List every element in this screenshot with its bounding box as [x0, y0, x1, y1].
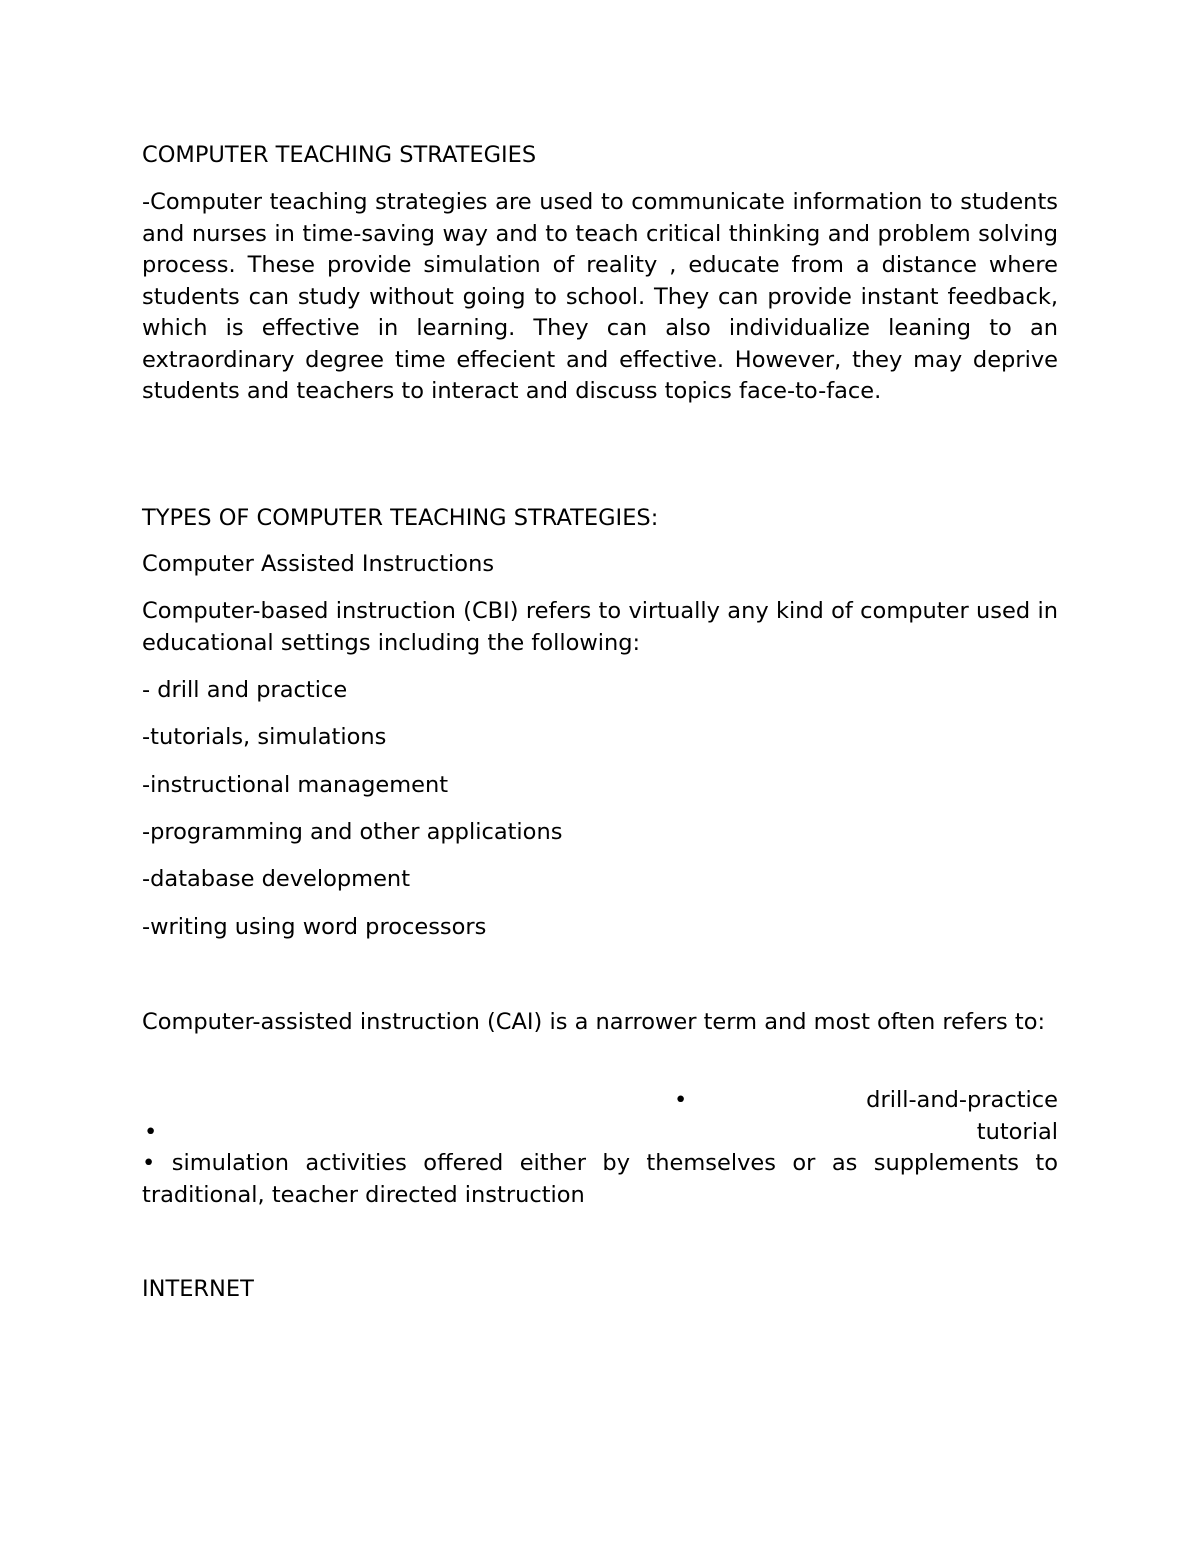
list-item: -database development: [142, 866, 411, 892]
intro-paragraph: -Computer teaching strategies are used to communicate information to students and nurses in time-saving way and to teach critical thinking and problem solving process. These provide simulation of reality , educate from a distance where students can study without going to school. They can provide instant feedback, which is effective in learning. They can also individualize leaning to an extraordinary degree time effecient and effective. However, they may deprive students and teachers to interact and discuss topics face-to-face.: [142, 189, 1058, 404]
bullet-icon: •: [142, 1150, 156, 1176]
bullet-icon: •: [674, 1087, 688, 1113]
list-item: -tutorials, simulations: [142, 724, 387, 750]
cbi-paragraph: Computer-based instruction (CBI) refers to virtually any kind of computer used in educational settings including the following:: [142, 598, 1058, 656]
bullet-text: drill-and-practice: [866, 1087, 1058, 1113]
types-heading: TYPES OF COMPUTER TEACHING STRATEGIES:: [142, 505, 659, 531]
internet-heading: INTERNET: [142, 1276, 254, 1302]
bullet-text: simulation activities offered either by themselves or as supplements to traditional, teacher directed instruction: [142, 1150, 1058, 1208]
page-title: COMPUTER TEACHING STRATEGIES: [142, 142, 537, 168]
cai-bullet-list: [142, 1085, 1058, 1211]
bullet-row-tutorial: [142, 1117, 1058, 1149]
bullet-icon: •: [144, 1118, 158, 1145]
bullet-row-drill: [142, 1085, 1058, 1117]
list-item: -instructional management: [142, 772, 449, 798]
bullet-text: tutorial: [976, 1118, 1058, 1145]
list-item: -programming and other applications: [142, 819, 563, 845]
list-item: -writing using word processors: [142, 914, 487, 940]
cai-subheading: Computer Assisted Instructions: [142, 551, 495, 577]
cai-paragraph: Computer-assisted instruction (CAI) is a narrower term and most often refers to:: [142, 1009, 1046, 1035]
list-item: - drill and practice: [142, 677, 348, 703]
bullet-row-simulation: [142, 1148, 1058, 1211]
